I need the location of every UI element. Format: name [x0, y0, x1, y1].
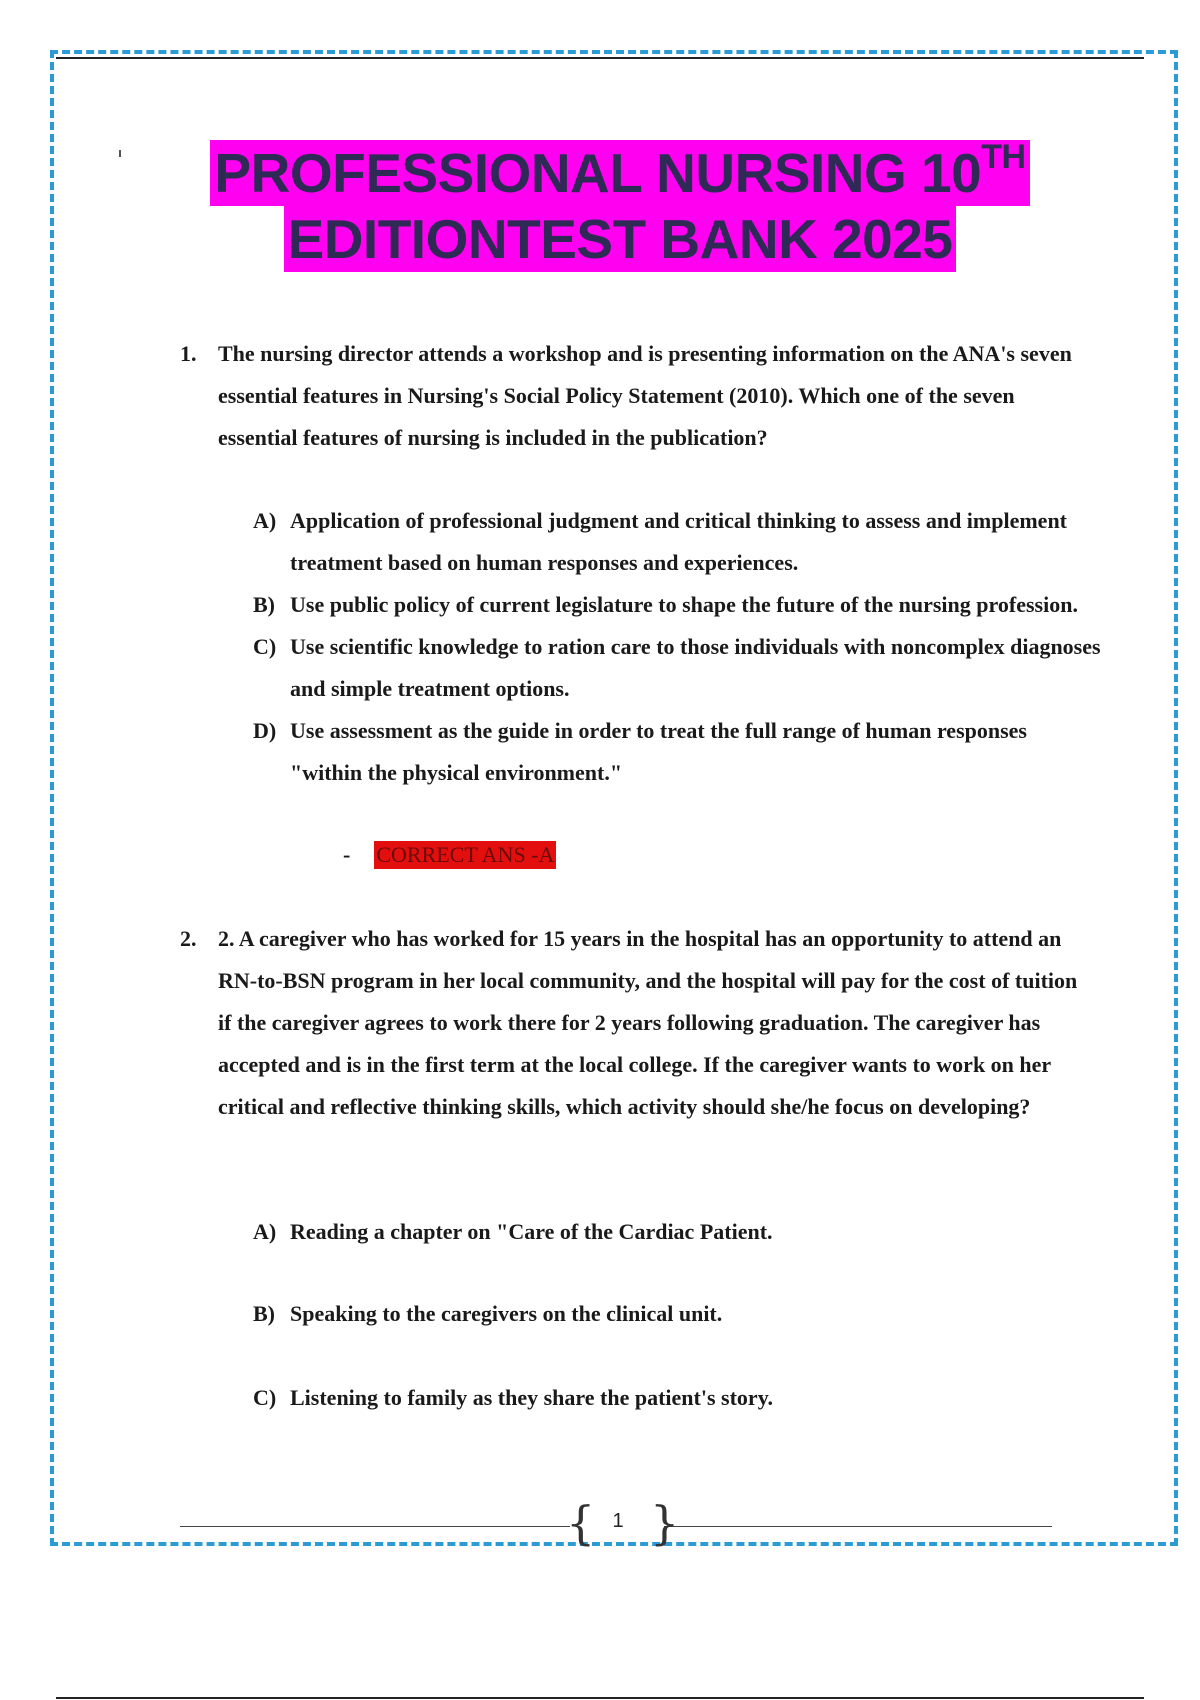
question-1-options: [253, 500, 1103, 794]
option-c: [253, 1377, 1103, 1419]
option-text: Application of professional judgment and critical thinking to assess and implement treatment based on human responses and experiences.: [290, 508, 1068, 575]
option-letter: D): [253, 718, 277, 743]
option-letter: C): [253, 634, 277, 659]
question-text: 2. A caregiver who has worked for 15 years in the hospital has an opportunity to attend an RN-to-BSN program in her local community, and the hospital will pay for the cost of tuition if the caregiver agrees to work there for 2 years following graduation. The caregiver has accepted and is in the first term at the local college. If the caregiver wants to work on her critical and reflective thinking skills, which activity should she/he focus on developing?: [218, 926, 1078, 1119]
option-b: [253, 584, 1103, 626]
option-letter: B): [253, 1301, 275, 1326]
title-superscript: TH: [981, 138, 1026, 176]
question-text: The nursing director attends a workshop and is presenting information on the ANA's seven essential features in Nursing's Social Policy Statement (2010). Which one of the seven essential features of nursing is included in the publication?: [218, 341, 1072, 450]
question-number: 2.: [180, 926, 197, 951]
option-d: [253, 710, 1103, 794]
question-number: 1.: [180, 341, 197, 366]
page-number: 1: [612, 1510, 624, 1532]
title-line-1-text: PROFESSIONAL NURSING 10: [214, 142, 982, 204]
question-2: [180, 918, 1085, 1128]
option-text: Use scientific knowledge to ration care to those individuals with noncomplex diagnoses and simple treatment options.: [290, 634, 1101, 701]
option-letter: A): [253, 508, 277, 533]
option-text: Use assessment as the guide in order to treat the full range of human responses "within the physical environment.": [290, 718, 1027, 785]
option-text: Speaking to the caregivers on the clinical unit.: [290, 1301, 723, 1326]
left-brace-icon: {: [566, 1496, 596, 1550]
header-rule: [56, 57, 1144, 59]
option-text: Reading a chapter on "Care of the Cardiac Patient.: [290, 1219, 773, 1244]
footer-rule-left: [180, 1526, 570, 1527]
question-1: [180, 333, 1085, 459]
option-text: Use public policy of current legislature to shape the future of the nursing profession.: [290, 592, 1078, 617]
question-2-options: [253, 1211, 1103, 1419]
option-a: [253, 1211, 1103, 1253]
correct-answer-label: CORRECT ANS -A: [376, 842, 555, 867]
option-letter: A): [253, 1219, 277, 1244]
correct-answer: [343, 841, 556, 869]
title-line-1: [210, 140, 1029, 206]
footer-rule-right: [664, 1526, 1052, 1527]
bottom-rule: [56, 1697, 1144, 1699]
option-text: Listening to family as they share the patient's story.: [290, 1385, 773, 1410]
option-c: [253, 626, 1103, 710]
right-brace-icon: }: [650, 1496, 680, 1550]
title-line-2: EDITIONTEST BANK 2025: [284, 206, 957, 272]
option-letter: B): [253, 592, 275, 617]
option-a: [253, 500, 1103, 584]
option-letter: C): [253, 1385, 277, 1410]
option-b: [253, 1293, 1103, 1335]
document-title: [0, 140, 1200, 272]
answer-dash: -: [343, 842, 351, 867]
